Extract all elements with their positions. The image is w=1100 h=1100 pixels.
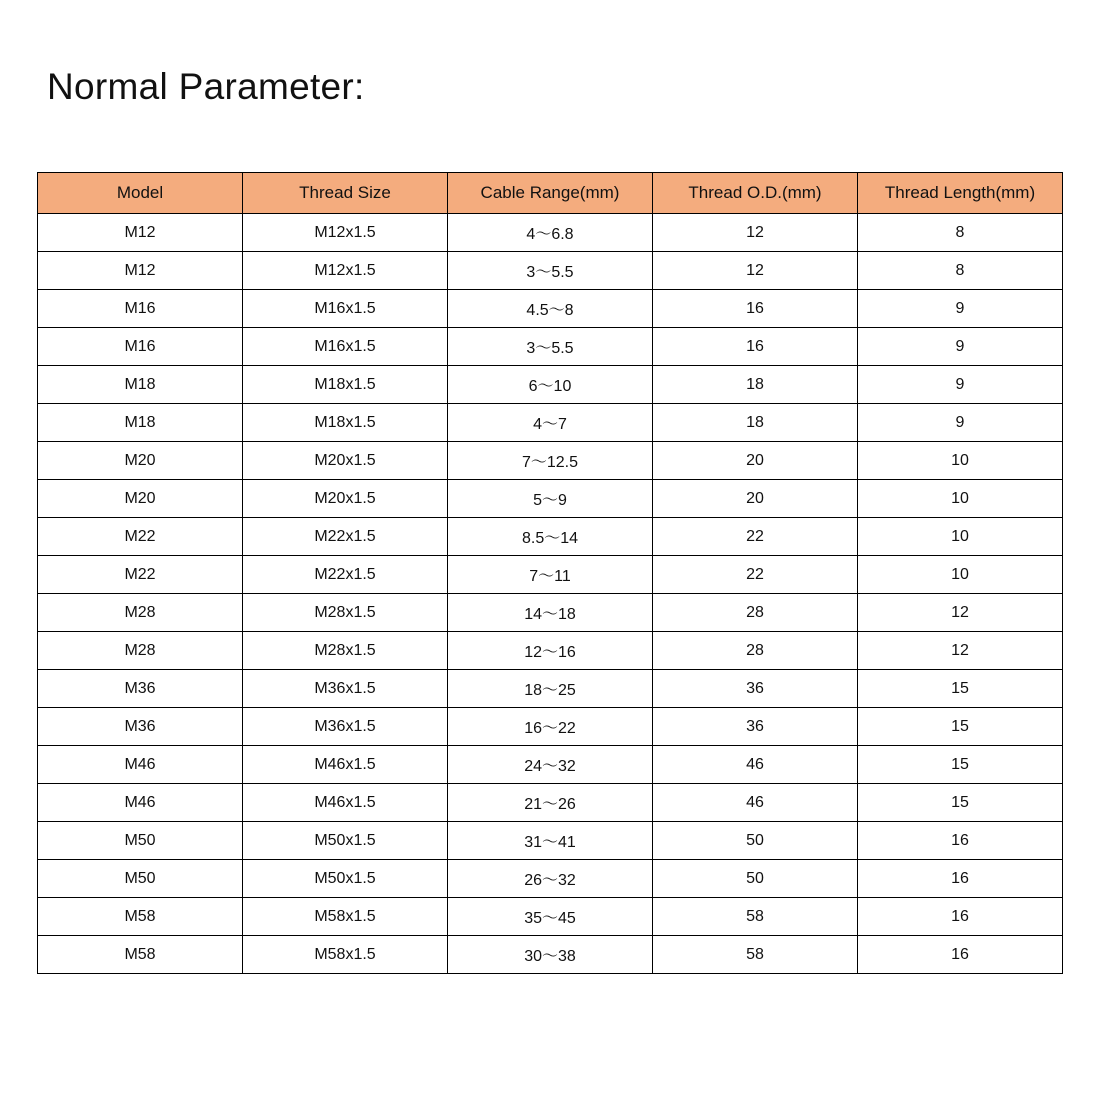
table-cell: 16 [653, 328, 858, 366]
table-header-row [38, 173, 1063, 214]
table-cell: 16 [653, 290, 858, 328]
table-cell: 3～5.5 [448, 252, 653, 290]
table-cell: M50 [38, 822, 243, 860]
table-cell: M12 [38, 214, 243, 252]
column-header-2: Thread Size [243, 173, 448, 214]
table-header [38, 173, 1063, 214]
table-row [38, 252, 1063, 290]
table-cell: 58 [653, 898, 858, 936]
table-row [38, 518, 1063, 556]
table-row [38, 708, 1063, 746]
table-cell: 16～22 [448, 708, 653, 746]
table-cell: 24～32 [448, 746, 653, 784]
table-cell: M22x1.5 [243, 556, 448, 594]
table-cell: 15 [858, 746, 1063, 784]
table-cell: 18～25 [448, 670, 653, 708]
table-row [38, 442, 1063, 480]
table-cell: 22 [653, 556, 858, 594]
table-cell: 16 [858, 898, 1063, 936]
table-cell: 10 [858, 518, 1063, 556]
table-cell: M46 [38, 784, 243, 822]
table-cell: M12x1.5 [243, 214, 448, 252]
table-row [38, 594, 1063, 632]
table-cell: 58 [653, 936, 858, 974]
table-cell: M36x1.5 [243, 708, 448, 746]
table-cell: M50x1.5 [243, 822, 448, 860]
table-cell: M18x1.5 [243, 366, 448, 404]
parameter-table [37, 172, 1063, 974]
table-cell: M20x1.5 [243, 480, 448, 518]
table-cell: 35～45 [448, 898, 653, 936]
column-header-3: Cable Range(mm) [448, 173, 653, 214]
table-cell: 31～41 [448, 822, 653, 860]
table-cell: M58x1.5 [243, 898, 448, 936]
table-row [38, 822, 1063, 860]
table-cell: 50 [653, 860, 858, 898]
table-cell: 36 [653, 670, 858, 708]
table-cell: M58x1.5 [243, 936, 448, 974]
table-cell: 20 [653, 442, 858, 480]
table-row [38, 328, 1063, 366]
table-cell: 46 [653, 784, 858, 822]
table-cell: 10 [858, 480, 1063, 518]
table-cell: 46 [653, 746, 858, 784]
table-cell: 15 [858, 784, 1063, 822]
table-cell: M18 [38, 366, 243, 404]
table-row [38, 480, 1063, 518]
table-cell: M50x1.5 [243, 860, 448, 898]
table-row [38, 290, 1063, 328]
column-header-5: Thread Length(mm) [858, 173, 1063, 214]
table-cell: M16 [38, 290, 243, 328]
table-cell: 4～7 [448, 404, 653, 442]
table-cell: 12 [653, 252, 858, 290]
table-cell: M36x1.5 [243, 670, 448, 708]
column-header-1: Model [38, 173, 243, 214]
table-cell: 18 [653, 366, 858, 404]
table-cell: M28 [38, 632, 243, 670]
table-cell: 16 [858, 822, 1063, 860]
table-cell: 7～12.5 [448, 442, 653, 480]
table-cell: M20 [38, 480, 243, 518]
table-cell: 9 [858, 328, 1063, 366]
table-cell: 22 [653, 518, 858, 556]
table-row [38, 746, 1063, 784]
table-cell: 4～6.8 [448, 214, 653, 252]
table-cell: M12x1.5 [243, 252, 448, 290]
table-row [38, 860, 1063, 898]
table-cell: 20 [653, 480, 858, 518]
table-cell: 21～26 [448, 784, 653, 822]
table-body [38, 214, 1063, 974]
table-cell: 12～16 [448, 632, 653, 670]
table-cell: 6～10 [448, 366, 653, 404]
table-cell: M58 [38, 898, 243, 936]
table-cell: 12 [858, 594, 1063, 632]
table-cell: 9 [858, 404, 1063, 442]
table-cell: M46x1.5 [243, 746, 448, 784]
table-cell: M46x1.5 [243, 784, 448, 822]
table-row [38, 366, 1063, 404]
table-cell: 28 [653, 594, 858, 632]
table-cell: 8 [858, 252, 1063, 290]
table-cell: M22 [38, 556, 243, 594]
table-cell: M46 [38, 746, 243, 784]
table-cell: M50 [38, 860, 243, 898]
table-row [38, 936, 1063, 974]
table-cell: 16 [858, 860, 1063, 898]
table-cell: 15 [858, 708, 1063, 746]
table-cell: 8.5～14 [448, 518, 653, 556]
table-row [38, 784, 1063, 822]
table-row [38, 214, 1063, 252]
table-cell: M16x1.5 [243, 328, 448, 366]
table-cell: 10 [858, 556, 1063, 594]
table-cell: M22x1.5 [243, 518, 448, 556]
table-cell: 9 [858, 290, 1063, 328]
table-cell: 9 [858, 366, 1063, 404]
table-cell: M20x1.5 [243, 442, 448, 480]
table-row [38, 898, 1063, 936]
table-cell: 30～38 [448, 936, 653, 974]
table-cell: M22 [38, 518, 243, 556]
table-cell: 5～9 [448, 480, 653, 518]
table-cell: 28 [653, 632, 858, 670]
table-cell: 16 [858, 936, 1063, 974]
table-cell: M28x1.5 [243, 632, 448, 670]
table-cell: 3～5.5 [448, 328, 653, 366]
table-cell: M28x1.5 [243, 594, 448, 632]
table-row [38, 556, 1063, 594]
table-cell: 18 [653, 404, 858, 442]
table-cell: 4.5～8 [448, 290, 653, 328]
table-row [38, 404, 1063, 442]
table-cell: M18 [38, 404, 243, 442]
table-cell: 7～11 [448, 556, 653, 594]
table-cell: M12 [38, 252, 243, 290]
table-cell: M16 [38, 328, 243, 366]
table-cell: 14～18 [448, 594, 653, 632]
column-header-4: Thread O.D.(mm) [653, 173, 858, 214]
table-row [38, 632, 1063, 670]
table-cell: M18x1.5 [243, 404, 448, 442]
table-cell: 8 [858, 214, 1063, 252]
table-cell: M36 [38, 670, 243, 708]
table-cell: 50 [653, 822, 858, 860]
table-cell: M20 [38, 442, 243, 480]
table-cell: 15 [858, 670, 1063, 708]
table-row [38, 670, 1063, 708]
page-title: Normal Parameter: [47, 66, 365, 107]
table-cell: 12 [858, 632, 1063, 670]
table-cell: 26～32 [448, 860, 653, 898]
table-cell: M16x1.5 [243, 290, 448, 328]
table-cell: 36 [653, 708, 858, 746]
table-cell: M36 [38, 708, 243, 746]
table-cell: M58 [38, 936, 243, 974]
table-cell: M28 [38, 594, 243, 632]
table-cell: 10 [858, 442, 1063, 480]
table-cell: 12 [653, 214, 858, 252]
